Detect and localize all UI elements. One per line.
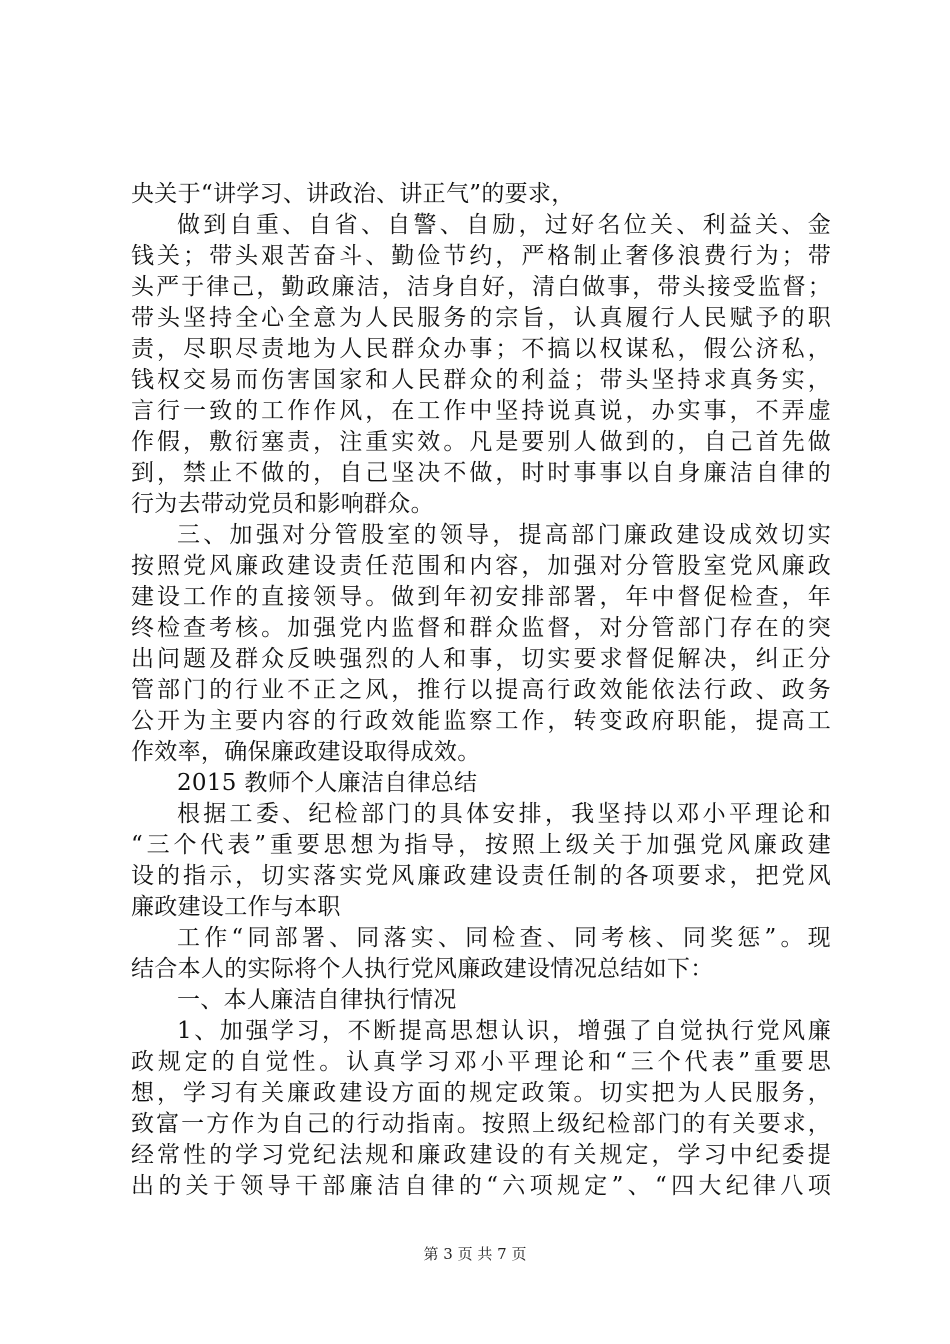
section-heading: 三、加强对分管股室的领导，提高部门廉政建设成效切实 <box>177 522 831 548</box>
text-line: 设的指示，切实落实党风廉政建设责任制的各项要求，把党风 <box>131 863 831 889</box>
text-line: 想，学习有关廉政建设方面的规定政策。切实把为人民服务， <box>131 1080 831 1106</box>
text-line: 政规定的自觉性。认真学习邓小平理论和“三个代表”重要思 <box>131 1049 831 1075</box>
section-heading: 一、本人廉洁自律执行情况 <box>177 987 457 1013</box>
text-line: 作假，敷衍塞责，注重实效。凡是要别人做到的，自己首先做 <box>131 429 831 455</box>
text-line: 管部门的行业不正之风，推行以提高行政效能依法行政、政务 <box>131 677 831 703</box>
text-line: 工作“同部署、同落实、同检查、同考核、同奖惩”。现 <box>177 925 831 951</box>
text-line: 到，禁止不做的，自己坚决不做，时时事事以自身廉洁自律的 <box>131 460 831 486</box>
text-line: 钱权交易而伤害国家和人民群众的利益；带头坚持求真务实， <box>131 367 831 393</box>
text-line: 带头坚持全心全意为人民服务的宗旨，认真履行人民赋予的职 <box>131 305 831 331</box>
page-number-footer: 第 3 页 共 7 页 <box>423 1245 527 1263</box>
text-line: 责，尽职尽责地为人民群众办事；不搞以权谋私，假公济私， <box>131 336 831 362</box>
text-line: 行为去带动党员和影响群众。 <box>131 491 434 517</box>
document-title: 2015 教师个人廉洁自律总结 <box>177 770 478 796</box>
text-line: 廉政建设工作与本职 <box>131 894 341 920</box>
text-line: 做到自重、自省、自警、自励，过好名位关、利益关、金 <box>177 212 831 238</box>
text-line: 公开为主要内容的行政效能监察工作，转变政府职能，提高工 <box>131 708 831 734</box>
text-line: 结合本人的实际将个人执行党风廉政建设情况总结如下： <box>131 956 714 982</box>
text-line: 言行一致的工作作风，在工作中坚持说真说，办实事，不弄虚 <box>131 398 831 424</box>
text-line: 头严于律己，勤政廉洁，洁身自好，清白做事，带头接受监督； <box>131 274 831 300</box>
text-line: 根据工委、纪检部门的具体安排，我坚持以邓小平理论和 <box>177 801 831 827</box>
text-line: 建设工作的直接领导。做到年初安排部署，年中督促检查，年 <box>131 584 831 610</box>
text-line: 1、加强学习，不断提高思想认识，增强了自觉执行党风廉 <box>177 1018 831 1044</box>
text-line: 致富一方作为自己的行动指南。按照上级纪检部门的有关要求， <box>131 1111 831 1137</box>
text-line: 终检查考核。加强党内监督和群众监督，对分管部门存在的突 <box>131 615 831 641</box>
text-line: “三个代表”重要思想为指导，按照上级关于加强党风廉政建 <box>131 832 831 858</box>
text-line: 按照党风廉政建设责任范围和内容，加强对分管股室党风廉政 <box>131 553 831 579</box>
text-line: 央关于“讲学习、讲政治、讲正气”的要求， <box>131 181 575 207</box>
text-line: 出的关于领导干部廉洁自律的“六项规定”、“四大纪律八项 <box>131 1173 831 1199</box>
text-line: 钱关；带头艰苦奋斗、勤俭节约，严格制止奢侈浪费行为；带 <box>131 243 831 269</box>
text-line: 作效率，确保廉政建设取得成效。 <box>131 739 481 765</box>
text-line: 出问题及群众反映强烈的人和事，切实要求督促解决，纠正分 <box>131 646 831 672</box>
text-line: 经常性的学习党纪法规和廉政建设的有关规定，学习中纪委提 <box>131 1142 831 1168</box>
